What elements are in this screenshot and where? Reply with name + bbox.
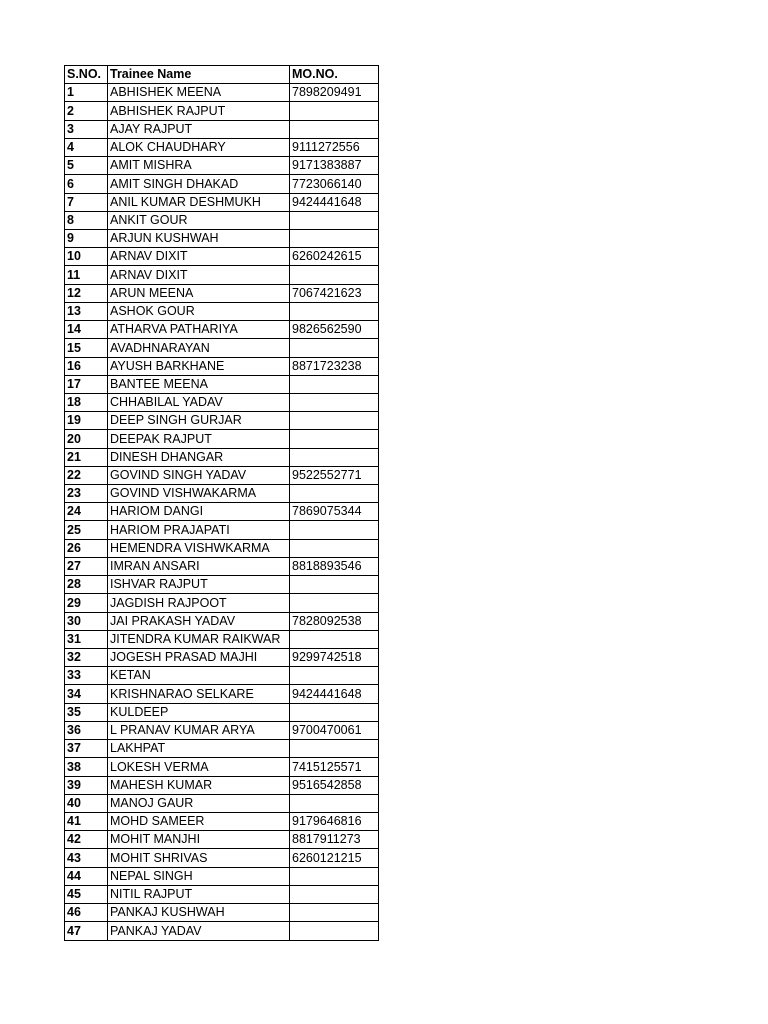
serial-number-cell: 18: [65, 393, 108, 411]
table-row: [65, 721, 379, 739]
serial-number-cell: 10: [65, 248, 108, 266]
table-row: [65, 885, 379, 903]
serial-number-cell: 35: [65, 703, 108, 721]
mobile-number-cell: 7723066140: [290, 175, 379, 193]
trainee-name-cell: ANIL KUMAR DESHMUKH: [108, 193, 290, 211]
serial-number-cell: 29: [65, 594, 108, 612]
table-row: [65, 576, 379, 594]
mobile-number-cell: 8817911273: [290, 831, 379, 849]
mobile-number-cell: 8871723238: [290, 357, 379, 375]
header-mobile-number: MO.NO.: [290, 66, 379, 84]
trainee-name-cell: DINESH DHANGAR: [108, 448, 290, 466]
table-row: [65, 922, 379, 940]
trainee-name-cell: ARNAV DIXIT: [108, 266, 290, 284]
table-row: [65, 776, 379, 794]
mobile-number-cell: 9424441648: [290, 193, 379, 211]
serial-number-cell: 33: [65, 667, 108, 685]
trainee-name-cell: ATHARVA PATHARIYA: [108, 321, 290, 339]
serial-number-cell: 11: [65, 266, 108, 284]
trainee-name-cell: KETAN: [108, 667, 290, 685]
table-body: [65, 84, 379, 940]
header-trainee-name: Trainee Name: [108, 66, 290, 84]
table-row: [65, 812, 379, 830]
trainee-name-cell: ABHISHEK MEENA: [108, 84, 290, 102]
table-row: [65, 138, 379, 156]
trainee-name-cell: L PRANAV KUMAR ARYA: [108, 721, 290, 739]
table-row: [65, 503, 379, 521]
mobile-number-cell: 8818893546: [290, 557, 379, 575]
serial-number-cell: 25: [65, 521, 108, 539]
mobile-number-cell: [290, 667, 379, 685]
serial-number-cell: 15: [65, 339, 108, 357]
serial-number-cell: 34: [65, 685, 108, 703]
serial-number-cell: 30: [65, 612, 108, 630]
trainee-name-cell: NITIL RAJPUT: [108, 885, 290, 903]
serial-number-cell: 31: [65, 630, 108, 648]
mobile-number-cell: [290, 703, 379, 721]
serial-number-cell: 1: [65, 84, 108, 102]
serial-number-cell: 24: [65, 503, 108, 521]
table-row: [65, 193, 379, 211]
mobile-number-cell: [290, 740, 379, 758]
serial-number-cell: 43: [65, 849, 108, 867]
table-row: [65, 175, 379, 193]
table-row: [65, 703, 379, 721]
table-row: [65, 594, 379, 612]
trainee-name-cell: ANKIT GOUR: [108, 211, 290, 229]
table-row: [65, 84, 379, 102]
serial-number-cell: 23: [65, 485, 108, 503]
mobile-number-cell: [290, 794, 379, 812]
serial-number-cell: 39: [65, 776, 108, 794]
table-row: [65, 284, 379, 302]
trainee-name-cell: JAGDISH RAJPOOT: [108, 594, 290, 612]
table-row: [65, 667, 379, 685]
mobile-number-cell: [290, 904, 379, 922]
trainee-name-cell: NEPAL SINGH: [108, 867, 290, 885]
mobile-number-cell: 7898209491: [290, 84, 379, 102]
table-row: [65, 157, 379, 175]
table-row: [65, 649, 379, 667]
table-row: [65, 685, 379, 703]
mobile-number-cell: 7067421623: [290, 284, 379, 302]
serial-number-cell: 19: [65, 412, 108, 430]
trainee-name-cell: LOKESH VERMA: [108, 758, 290, 776]
trainee-name-cell: MOHIT SHRIVAS: [108, 849, 290, 867]
serial-number-cell: 42: [65, 831, 108, 849]
trainee-name-cell: HARIOM DANGI: [108, 503, 290, 521]
mobile-number-cell: 9516542858: [290, 776, 379, 794]
mobile-number-cell: [290, 885, 379, 903]
mobile-number-cell: [290, 375, 379, 393]
mobile-number-cell: 9424441648: [290, 685, 379, 703]
trainee-name-cell: HARIOM PRAJAPATI: [108, 521, 290, 539]
serial-number-cell: 28: [65, 576, 108, 594]
trainee-name-cell: PANKAJ YADAV: [108, 922, 290, 940]
table-row: [65, 794, 379, 812]
table-row: [65, 120, 379, 138]
table-row: [65, 539, 379, 557]
trainee-name-cell: KULDEEP: [108, 703, 290, 721]
trainee-name-cell: BANTEE MEENA: [108, 375, 290, 393]
mobile-number-cell: [290, 393, 379, 411]
mobile-number-cell: 9826562590: [290, 321, 379, 339]
trainee-name-cell: ALOK CHAUDHARY: [108, 138, 290, 156]
table-row: [65, 412, 379, 430]
mobile-number-cell: [290, 211, 379, 229]
serial-number-cell: 6: [65, 175, 108, 193]
mobile-number-cell: 9179646816: [290, 812, 379, 830]
mobile-number-cell: [290, 867, 379, 885]
trainee-name-cell: AMIT SINGH DHAKAD: [108, 175, 290, 193]
mobile-number-cell: [290, 485, 379, 503]
mobile-number-cell: 7828092538: [290, 612, 379, 630]
mobile-number-cell: 6260121215: [290, 849, 379, 867]
trainee-name-cell: ISHVAR RAJPUT: [108, 576, 290, 594]
mobile-number-cell: 9522552771: [290, 466, 379, 484]
table-row: [65, 266, 379, 284]
trainee-name-cell: MOHD SAMEER: [108, 812, 290, 830]
trainee-name-cell: AVADHNARAYAN: [108, 339, 290, 357]
table-row: [65, 521, 379, 539]
mobile-number-cell: [290, 521, 379, 539]
mobile-number-cell: 9111272556: [290, 138, 379, 156]
table-row: [65, 211, 379, 229]
serial-number-cell: 44: [65, 867, 108, 885]
table-row: [65, 302, 379, 320]
trainee-name-cell: CHHABILAL YADAV: [108, 393, 290, 411]
table-row: [65, 339, 379, 357]
table-row: [65, 229, 379, 247]
mobile-number-cell: 9700470061: [290, 721, 379, 739]
serial-number-cell: 5: [65, 157, 108, 175]
trainee-name-cell: ARJUN KUSHWAH: [108, 229, 290, 247]
trainee-name-cell: MOHIT MANJHI: [108, 831, 290, 849]
mobile-number-cell: 7869075344: [290, 503, 379, 521]
trainee-name-cell: GOVIND SINGH YADAV: [108, 466, 290, 484]
serial-number-cell: 36: [65, 721, 108, 739]
mobile-number-cell: 6260242615: [290, 248, 379, 266]
serial-number-cell: 47: [65, 922, 108, 940]
serial-number-cell: 32: [65, 649, 108, 667]
trainee-name-cell: ARUN MEENA: [108, 284, 290, 302]
serial-number-cell: 20: [65, 430, 108, 448]
table-row: [65, 740, 379, 758]
trainee-name-cell: AMIT MISHRA: [108, 157, 290, 175]
mobile-number-cell: [290, 922, 379, 940]
table-row: [65, 630, 379, 648]
serial-number-cell: 8: [65, 211, 108, 229]
serial-number-cell: 7: [65, 193, 108, 211]
trainee-name-cell: JAI PRAKASH YADAV: [108, 612, 290, 630]
serial-number-cell: 45: [65, 885, 108, 903]
table-row: [65, 849, 379, 867]
serial-number-cell: 9: [65, 229, 108, 247]
trainee-name-cell: AJAY RAJPUT: [108, 120, 290, 138]
mobile-number-cell: 9171383887: [290, 157, 379, 175]
serial-number-cell: 37: [65, 740, 108, 758]
table-row: [65, 904, 379, 922]
trainee-name-cell: GOVIND VISHWAKARMA: [108, 485, 290, 503]
serial-number-cell: 17: [65, 375, 108, 393]
trainee-name-cell: DEEPAK RAJPUT: [108, 430, 290, 448]
table-row: [65, 831, 379, 849]
mobile-number-cell: [290, 430, 379, 448]
table-row: [65, 375, 379, 393]
header-sno: S.NO.: [65, 66, 108, 84]
table-row: [65, 867, 379, 885]
trainee-name-cell: DEEP SINGH GURJAR: [108, 412, 290, 430]
trainee-name-cell: MANOJ GAUR: [108, 794, 290, 812]
header-row: [65, 66, 379, 84]
trainee-name-cell: KRISHNARAO SELKARE: [108, 685, 290, 703]
table-row: [65, 758, 379, 776]
mobile-number-cell: [290, 302, 379, 320]
serial-number-cell: 21: [65, 448, 108, 466]
trainee-name-cell: ABHISHEK RAJPUT: [108, 102, 290, 120]
mobile-number-cell: [290, 339, 379, 357]
serial-number-cell: 2: [65, 102, 108, 120]
mobile-number-cell: 7415125571: [290, 758, 379, 776]
trainee-name-cell: ARNAV DIXIT: [108, 248, 290, 266]
mobile-number-cell: 9299742518: [290, 649, 379, 667]
table-row: [65, 485, 379, 503]
serial-number-cell: 13: [65, 302, 108, 320]
table-row: [65, 248, 379, 266]
serial-number-cell: 40: [65, 794, 108, 812]
serial-number-cell: 41: [65, 812, 108, 830]
serial-number-cell: 46: [65, 904, 108, 922]
table-row: [65, 466, 379, 484]
table-row: [65, 321, 379, 339]
table-row: [65, 357, 379, 375]
serial-number-cell: 12: [65, 284, 108, 302]
table-row: [65, 430, 379, 448]
table-row: [65, 557, 379, 575]
mobile-number-cell: [290, 539, 379, 557]
serial-number-cell: 4: [65, 138, 108, 156]
mobile-number-cell: [290, 102, 379, 120]
table-row: [65, 612, 379, 630]
table-row: [65, 393, 379, 411]
trainee-name-cell: JITENDRA KUMAR RAIKWAR: [108, 630, 290, 648]
table-row: [65, 102, 379, 120]
table-row: [65, 448, 379, 466]
serial-number-cell: 3: [65, 120, 108, 138]
serial-number-cell: 27: [65, 557, 108, 575]
trainee-name-cell: IMRAN ANSARI: [108, 557, 290, 575]
trainee-name-cell: PANKAJ KUSHWAH: [108, 904, 290, 922]
trainee-name-cell: JOGESH PRASAD MAJHI: [108, 649, 290, 667]
trainee-name-cell: LAKHPAT: [108, 740, 290, 758]
serial-number-cell: 16: [65, 357, 108, 375]
serial-number-cell: 14: [65, 321, 108, 339]
mobile-number-cell: [290, 412, 379, 430]
mobile-number-cell: [290, 630, 379, 648]
mobile-number-cell: [290, 448, 379, 466]
mobile-number-cell: [290, 594, 379, 612]
trainee-name-cell: HEMENDRA VISHWKARMA: [108, 539, 290, 557]
trainee-name-cell: ASHOK GOUR: [108, 302, 290, 320]
mobile-number-cell: [290, 120, 379, 138]
serial-number-cell: 26: [65, 539, 108, 557]
trainee-name-cell: MAHESH KUMAR: [108, 776, 290, 794]
mobile-number-cell: [290, 576, 379, 594]
serial-number-cell: 38: [65, 758, 108, 776]
serial-number-cell: 22: [65, 466, 108, 484]
trainee-name-cell: AYUSH BARKHANE: [108, 357, 290, 375]
mobile-number-cell: [290, 266, 379, 284]
mobile-number-cell: [290, 229, 379, 247]
trainee-table: [64, 65, 379, 941]
